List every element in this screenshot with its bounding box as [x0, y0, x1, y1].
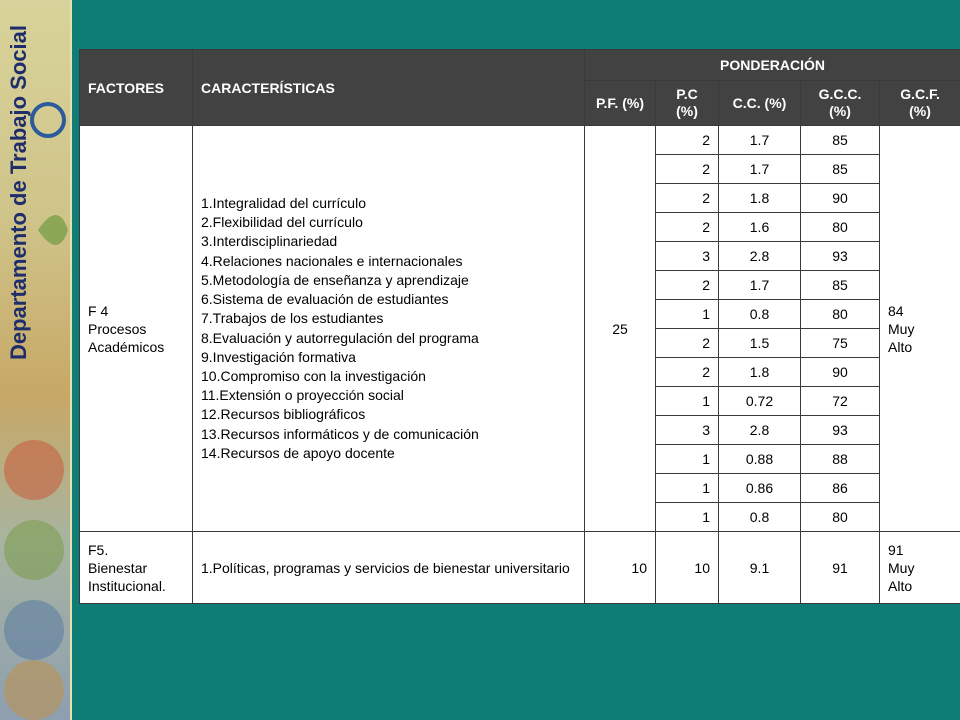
- cc-cell: 0.86: [719, 474, 801, 503]
- gcc-cell: 75: [801, 329, 880, 358]
- gcc-cell: 85: [801, 271, 880, 300]
- characteristic-item: 4.Relaciones nacionales e internacionales: [201, 252, 463, 269]
- gcf-f4: 84 Muy Alto: [880, 126, 960, 532]
- cc-cell: 0.88: [719, 445, 801, 474]
- pc-cell: 1: [656, 503, 719, 532]
- pc-cell: 3: [656, 416, 719, 445]
- decorative-figure: [4, 520, 64, 580]
- header-factores: FACTORES: [80, 50, 193, 126]
- cc-cell: 1.8: [719, 184, 801, 213]
- gcc-cell: 72: [801, 387, 880, 416]
- table-row: [80, 126, 960, 155]
- cc-cell: 0.8: [719, 300, 801, 329]
- characteristic-item: 2.Flexibilidad del currículo: [201, 214, 363, 231]
- header-ponderacion: PONDERACIÓN: [585, 50, 960, 81]
- decorative-figure: [4, 440, 64, 500]
- gcc-cell: 80: [801, 213, 880, 242]
- gcc-cell: 80: [801, 503, 880, 532]
- pc-cell: 2: [656, 184, 719, 213]
- gcf-f5: 91 Muy Alto: [880, 532, 960, 604]
- characteristic-item: 13.Recursos informáticos y de comunicación: [201, 425, 479, 442]
- cc-cell: 1.8: [719, 358, 801, 387]
- pc-cell: 3: [656, 242, 719, 271]
- cc-cell: 1.7: [719, 271, 801, 300]
- pc-f5: 10: [656, 532, 719, 604]
- pc-cell: 1: [656, 474, 719, 503]
- gcc-cell: 90: [801, 358, 880, 387]
- pc-cell: 1: [656, 445, 719, 474]
- header-pc: P.C (%): [656, 81, 719, 126]
- department-logo: [0, 0, 72, 420]
- pc-cell: 2: [656, 271, 719, 300]
- header-caracteristicas: CARACTERÍSTICAS: [193, 50, 585, 126]
- characteristic-item: 6.Sistema de evaluación de estudiantes: [201, 291, 449, 308]
- characteristic-item: 11.Extensión o proyección social: [201, 387, 404, 404]
- header-cc: C.C. (%): [719, 81, 801, 126]
- pc-cell: 2: [656, 155, 719, 184]
- gcc-cell: 86: [801, 474, 880, 503]
- cc-cell: 2.8: [719, 242, 801, 271]
- characteristic-item: 1.Integralidad del currículo: [201, 195, 366, 212]
- ponderacion-table: [79, 49, 960, 604]
- table-row: [80, 532, 960, 604]
- cc-cell: 0.72: [719, 387, 801, 416]
- characteristic-item: 5.Metodología de enseñanza y aprendizaje: [201, 271, 469, 288]
- header-gcc: G.C.C. (%): [801, 81, 880, 126]
- pc-cell: 1: [656, 300, 719, 329]
- characteristic-item: 7.Trabajos de los estudiantes: [201, 310, 384, 327]
- gcc-f5: 91: [801, 532, 880, 604]
- characteristic-item: 9.Investigación formativa: [201, 348, 356, 365]
- cc-cell: 1.5: [719, 329, 801, 358]
- characteristic-item: 14.Recursos de apoyo docente: [201, 444, 395, 461]
- cc-cell: 2.8: [719, 416, 801, 445]
- characteristic-item: 8.Evaluación y autorregulación del programa: [201, 329, 479, 346]
- gcc-cell: 93: [801, 242, 880, 271]
- characteristics-f4: [193, 126, 585, 532]
- gcc-cell: 93: [801, 416, 880, 445]
- gcc-cell: 90: [801, 184, 880, 213]
- header-gcf: G.C.F. (%): [880, 81, 960, 126]
- factor-f4: F 4 Procesos Académicos: [80, 126, 193, 532]
- pc-cell: 2: [656, 213, 719, 242]
- pc-cell: 2: [656, 126, 719, 155]
- characteristic-item: 10.Compromiso con la investigación: [201, 367, 426, 384]
- decorative-figure: [4, 600, 64, 660]
- header-pf: P.F. (%): [585, 81, 656, 126]
- gcc-cell: 85: [801, 155, 880, 184]
- cc-cell: 0.8: [719, 503, 801, 532]
- gcc-cell: 80: [801, 300, 880, 329]
- pc-cell: 2: [656, 329, 719, 358]
- cc-f5: 9.1: [719, 532, 801, 604]
- cc-cell: 1.7: [719, 155, 801, 184]
- gcc-cell: 88: [801, 445, 880, 474]
- logo-text: Departamento de Trabajo Social: [6, 25, 31, 360]
- gcc-cell: 85: [801, 126, 880, 155]
- factor-f5: F5. Bienestar Institucional.: [80, 532, 193, 604]
- characteristic-item: 3.Interdisciplinariedad: [201, 233, 338, 250]
- decorative-figure: [4, 660, 64, 720]
- cc-cell: 1.7: [719, 126, 801, 155]
- characteristic-f5: 1.Políticas, programas y servicios de bienestar universitario: [193, 532, 585, 604]
- pf-f4: 25: [585, 126, 656, 532]
- pc-cell: 2: [656, 358, 719, 387]
- pc-cell: 1: [656, 387, 719, 416]
- cc-cell: 1.6: [719, 213, 801, 242]
- sidebar-logo-panel: [0, 0, 72, 720]
- pf-f5: 10: [585, 532, 656, 604]
- characteristic-item: 12.Recursos bibliográficos: [201, 406, 366, 423]
